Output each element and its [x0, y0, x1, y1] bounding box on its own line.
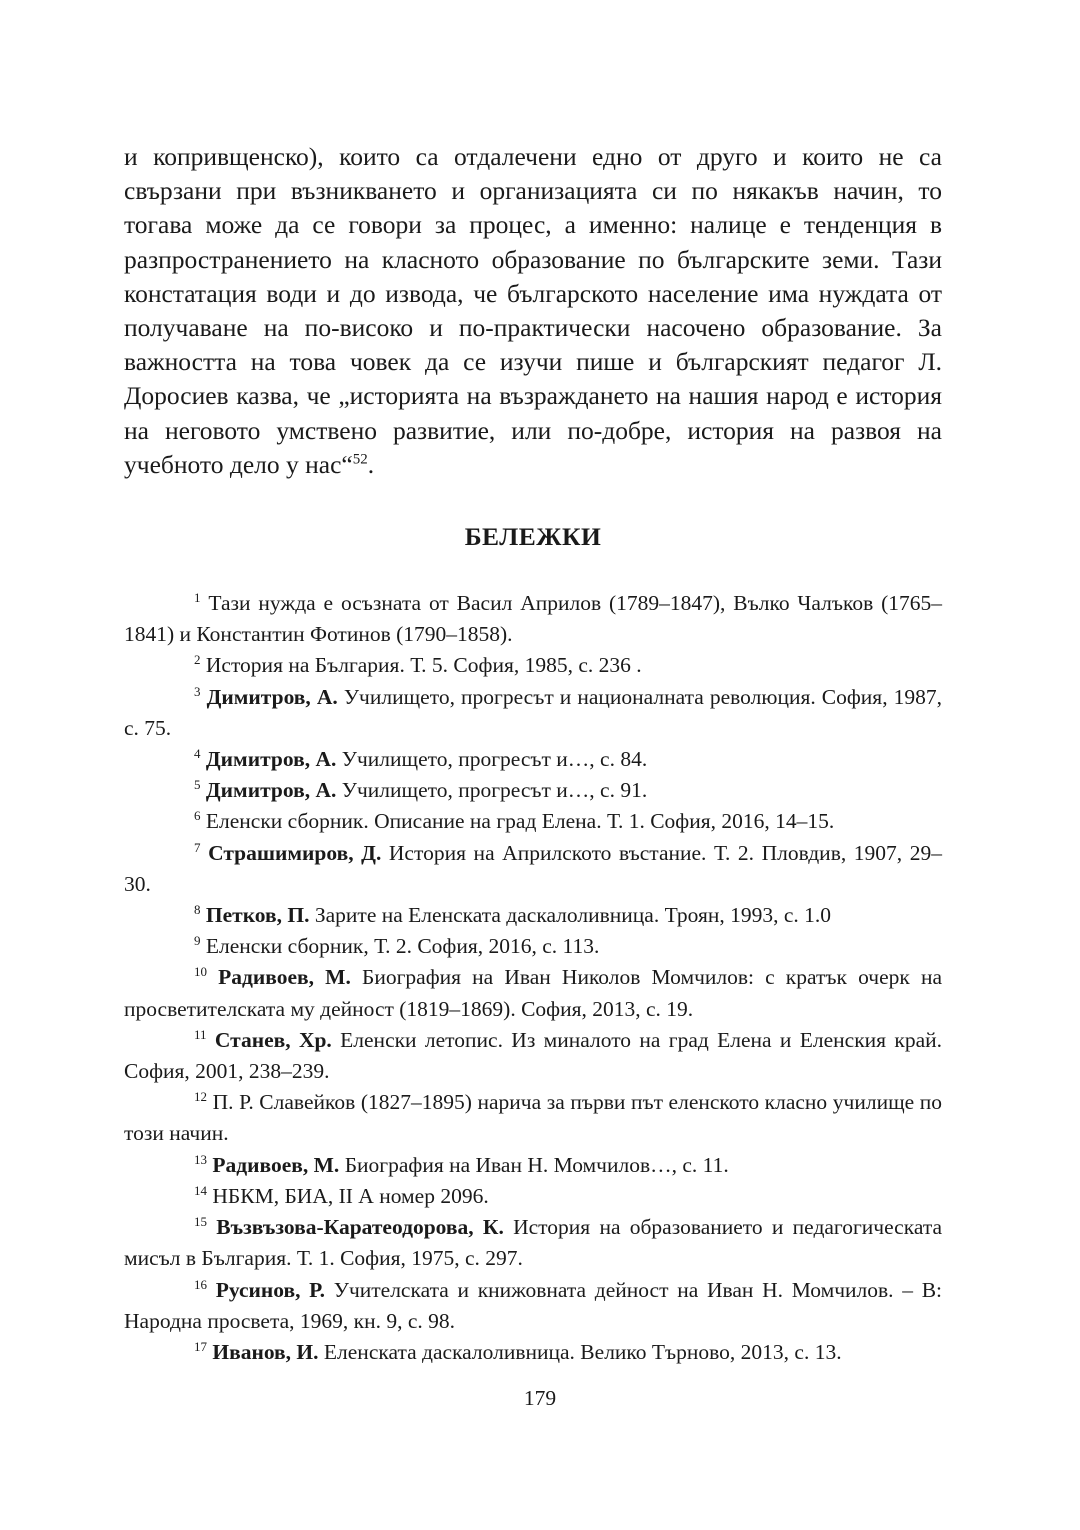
- footnote-number: 16: [194, 1276, 207, 1292]
- footnote: [124, 1275, 942, 1337]
- footnote-number: 11: [194, 1026, 207, 1042]
- footnote-text: Тази нужда е осъзната от Васил Априлов (1789–1847), Вълко Чалъков (1765–1841) и Константин Фотинов (1790–1858).: [124, 591, 943, 647]
- footnote-number: 5: [194, 777, 201, 793]
- footnote-author: Страшимиров, Д.: [208, 840, 382, 865]
- footnote-text: Еленски летопис. Из миналото на град Елена и Еленския край. София, 2001, 238–239.: [124, 1027, 943, 1084]
- footnote-text: НБКМ, БИА, II А номер 2096.: [212, 1183, 489, 1208]
- body-paragraph: [124, 140, 942, 482]
- footnote-text: Биография на Иван Николов Момчилов: с кратък очерк на просветителската му дейност (1819–1869). София, 2013, с. 19.: [124, 965, 943, 1021]
- footnote-number: 17: [194, 1338, 207, 1354]
- footnote-text: Училището, прогресът и националната революция. София, 1987, с. 75.: [124, 684, 943, 740]
- footnote: [124, 775, 942, 806]
- footnote: [124, 1212, 942, 1274]
- footnote-number: 9: [194, 933, 201, 949]
- footnote: [124, 744, 942, 775]
- footnote-author: Димитров, А.: [205, 747, 337, 772]
- footnote-text: П. Р. Славейков (1827–1895) нарича за първи път еленското класно училище по този начин.: [124, 1090, 943, 1146]
- footnote-author: Русинов, Р.: [215, 1277, 325, 1302]
- footnote-author: Радивоев, М.: [212, 1152, 340, 1177]
- footnote-number: 10: [194, 964, 207, 980]
- footnote-number: 8: [194, 901, 201, 917]
- footnote-number: 12: [194, 1089, 207, 1105]
- footnote-number: 1: [194, 589, 201, 605]
- footnote: [124, 962, 942, 1024]
- footnote: [124, 650, 942, 681]
- notes-list: [124, 588, 942, 1368]
- footnote-text: Биография на Иван Н. Момчилов…, с. 11.: [344, 1152, 729, 1177]
- footnote-text: Еленски сборник. Описание на град Елена. Т. 1. София, 2016, 14–15.: [205, 809, 835, 834]
- footnote-text: Учителската и книжовната дейност на Иван Н. Момчилов. – В: Народна просвета, 1969, кн. 9, с. 98.: [124, 1277, 943, 1333]
- footnote-text: Училището, прогресът и…, с. 84.: [341, 747, 648, 772]
- footnote: [124, 1087, 942, 1149]
- footnote-number: 3: [194, 683, 201, 699]
- footnote: [124, 1337, 942, 1368]
- footnote-text: Училището, прогресът и…, с. 91.: [341, 778, 648, 803]
- footnote-number: 4: [194, 745, 201, 761]
- body-paragraph-text: и копривщенско), които са отдалечени едно от друго и които не са свързани при възникването и организацията си по някакъв начин, то тогава може да се говори за процес, а именно: налице е тенденция в разпространението на класното образование по българските земи. Тази констатация води и до извода, че българското население има нуждата от получаване на по-високо и по-практически насочено образование. За важността на това човек да се изучи пише и българският педагог Л. Доросиев казва, че „историята на възраждането на нашия народ е история на неговото умствено развитие, или по-добре, история на развоя на учебното дело у нас“: [124, 142, 942, 479]
- footnote-author: Димитров, А.: [205, 778, 337, 803]
- footnote-author: Възвъзова-Каратеодорова, К.: [216, 1215, 504, 1240]
- footnote-text: История на образованието и педагогическата мисъл в България. Т. 1. София, 1975, с. 297.: [124, 1215, 943, 1271]
- footnote-text: История на Априлското въстание. Т. 2. Пловдив, 1907, 29–30.: [124, 840, 942, 896]
- footnote: [124, 588, 942, 650]
- footnote-number: 14: [194, 1182, 207, 1198]
- footnote-number: 13: [194, 1151, 207, 1167]
- footnote-number: 15: [194, 1213, 207, 1229]
- body-paragraph-end: .: [367, 449, 375, 479]
- footnote-number: 7: [194, 839, 201, 855]
- footnote-number: 2: [194, 652, 201, 668]
- notes-heading: БЕЛЕЖКИ: [464, 522, 602, 552]
- footnote-author: Димитров, А.: [206, 684, 338, 709]
- footnote-author: Станев, Хр.: [214, 1027, 332, 1052]
- footnote: [124, 1150, 942, 1181]
- body-footnote-ref[interactable]: 52: [352, 451, 368, 468]
- footnote: [124, 931, 942, 962]
- footnote-author: Радивоев, М.: [218, 965, 351, 990]
- footnote-number: 6: [194, 808, 201, 824]
- footnote-text: Еленски сборник, Т. 2. София, 2016, с. 113.: [205, 934, 600, 959]
- footnote: [124, 838, 942, 900]
- footnote-text: Еленската даскалоливница. Велико Търново, 2013, с. 13.: [323, 1339, 842, 1364]
- footnote-author: Иванов, И.: [212, 1339, 319, 1364]
- footnote-text: Зарите на Еленската даскалоливница. Троян, 1993, с. 1.0: [314, 903, 832, 928]
- footnote-text: История на България. Т. 5. София, 1985, с. 236 .: [205, 653, 642, 678]
- footnote-author: Петков, П.: [205, 903, 310, 928]
- footnote: [124, 806, 942, 837]
- footnote: [124, 682, 942, 744]
- footnote: [124, 1181, 942, 1212]
- footnote: [124, 1025, 942, 1087]
- page-content: [124, 140, 942, 1368]
- footnote: [124, 900, 942, 931]
- page-number: 179: [523, 1386, 557, 1410]
